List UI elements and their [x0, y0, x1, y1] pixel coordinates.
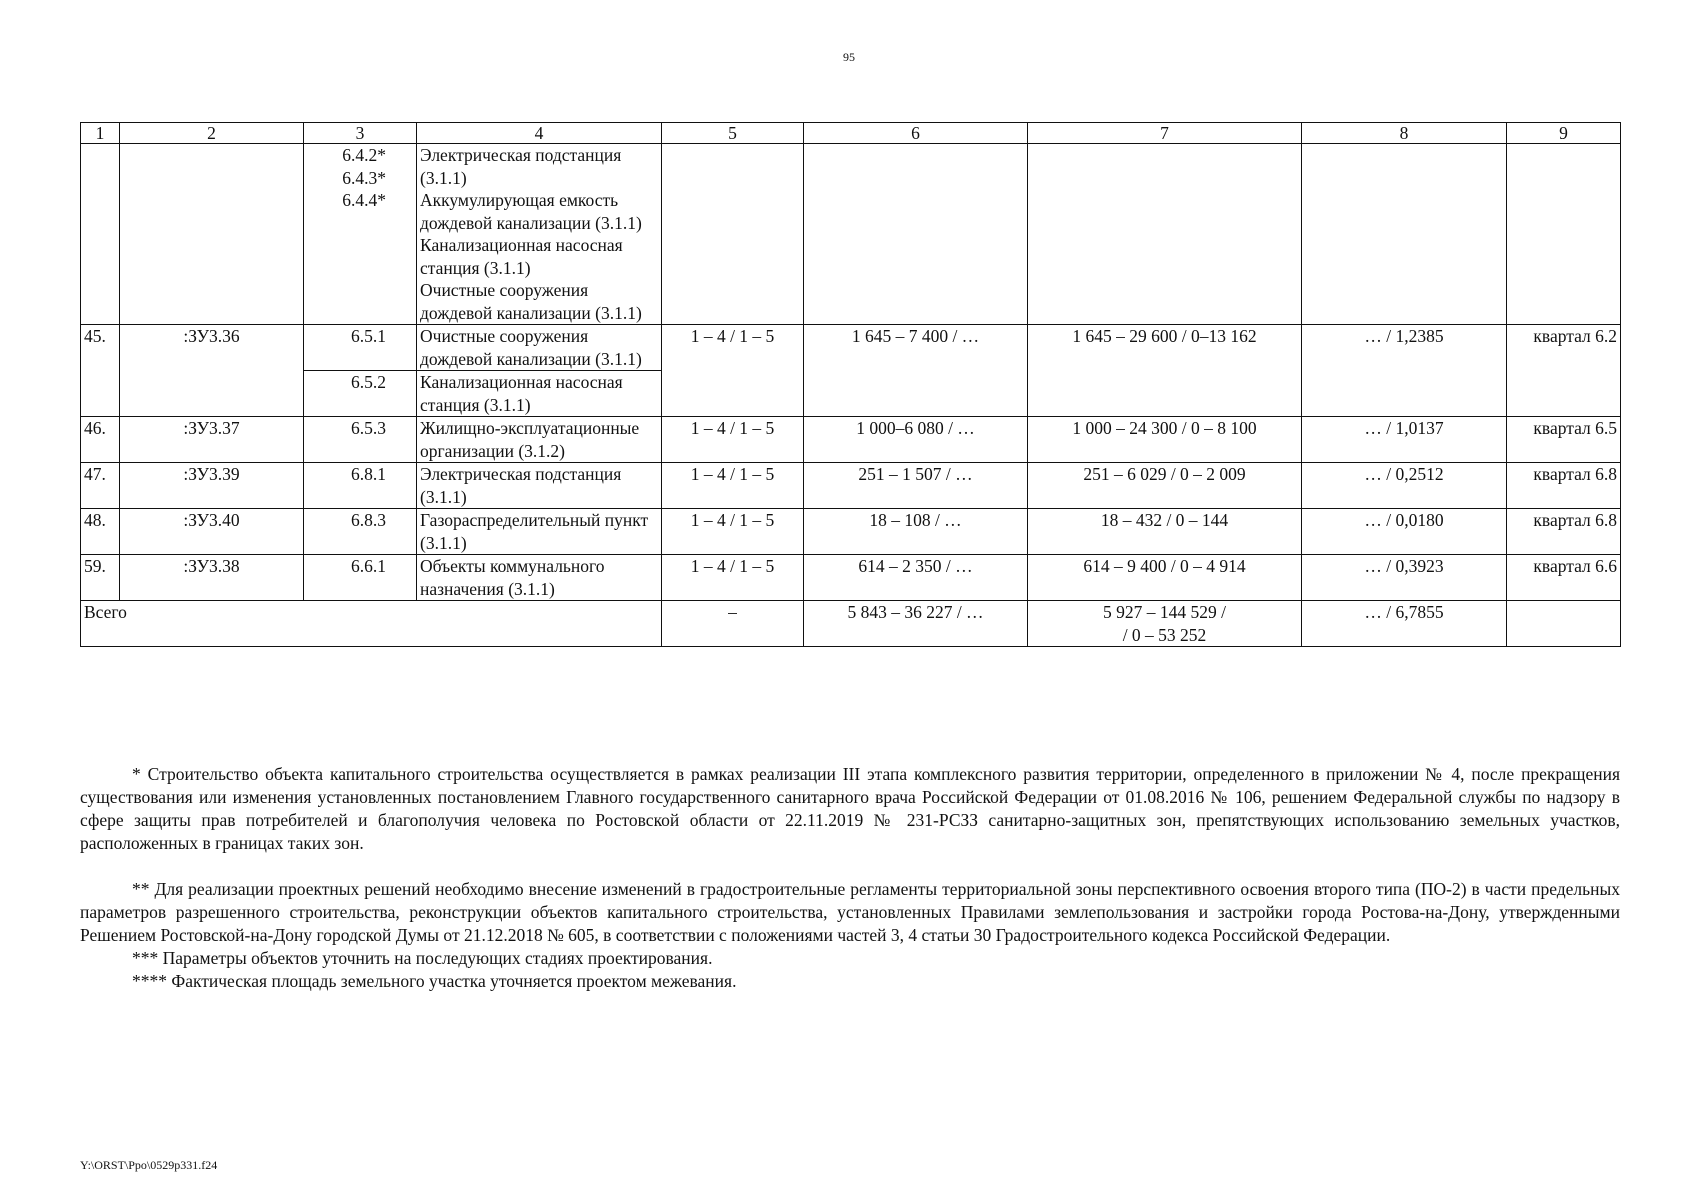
total-label: Всего	[81, 601, 662, 647]
table-row	[81, 417, 1621, 463]
header-cell: 2	[120, 123, 304, 144]
object-names: Электрическая подстанция (3.1.1) Аккумулирующая емкость дождевой канализации (3.1.1) Канализационная насосная станция (3.1.1) Очистные сооружения дождевой канализации (3.1.1)	[417, 144, 662, 325]
footnote-3: *** Параметры объектов уточнить на последующих стадиях проектирования.	[132, 948, 713, 968]
table-row-continuation	[81, 144, 1621, 325]
row-number: 48.	[81, 509, 120, 555]
location: квартал 6.2	[1507, 325, 1621, 417]
row-number: 46.	[81, 417, 120, 463]
area-col7: 1 645 – 29 600 / 0–13 162	[1028, 325, 1302, 417]
row-number: 59.	[81, 555, 120, 601]
area-col7: 251 – 6 029 / 0 – 2 009	[1028, 463, 1302, 509]
floors: 1 – 4 / 1 – 5	[662, 463, 804, 509]
plot-id: :ЗУ3.36	[120, 325, 304, 417]
table-row	[81, 509, 1621, 555]
table-header-row	[81, 123, 1621, 144]
use-code: 6.8.3	[304, 509, 417, 555]
object-name: Газораспределительный пункт (3.1.1)	[417, 509, 662, 555]
table-row	[81, 325, 1621, 371]
footnote-2: ** Для реализации проектных решений необходимо внесение изменений в градостроительные регламенты территориальной зоны перспективного освоения второго типа (ПО-2) в части предельных параметров разрешенного строительства, реконструкции объектов капитального строительства, установленных Правилами землепользования и застройки города Ростова-на-Дону, утвержденными Решением Ростовской-на-Дону городской Думы от 21.12.2018 № 605, в соответствии с положениями частей 3, 4 статьи 30 Градостроительного кодекса Российской Федерации.	[80, 879, 1620, 945]
object-name: Жилищно-эксплуатационные организации (3.1.2)	[417, 417, 662, 463]
use-code: 6.6.1	[304, 555, 417, 601]
land-area: … / 0,2512	[1302, 463, 1507, 509]
area-col7: 18 – 432 / 0 – 144	[1028, 509, 1302, 555]
land-area: … / 1,2385	[1302, 325, 1507, 417]
header-cell: 9	[1507, 123, 1621, 144]
floors: 1 – 4 / 1 – 5	[662, 555, 804, 601]
land-area: … / 1,0137	[1302, 417, 1507, 463]
total-floors: –	[662, 601, 804, 647]
floors: 1 – 4 / 1 – 5	[662, 509, 804, 555]
file-path: Y:\ORST\Ppo\0529p331.f24	[80, 1158, 218, 1172]
total-land-area: … / 6,7855	[1302, 601, 1507, 647]
use-code: 6.8.1	[304, 463, 417, 509]
row-number: 45.	[81, 325, 120, 417]
location: квартал 6.8	[1507, 463, 1621, 509]
use-code: 6.5.2	[304, 371, 417, 417]
land-area: … / 0,0180	[1302, 509, 1507, 555]
use-codes: 6.4.2* 6.4.3* 6.4.4*	[304, 144, 417, 325]
area-col6: 1 645 – 7 400 / …	[804, 325, 1028, 417]
floors: 1 – 4 / 1 – 5	[662, 325, 804, 417]
location: квартал 6.6	[1507, 555, 1621, 601]
area-col6: 614 – 2 350 / …	[804, 555, 1028, 601]
header-cell: 3	[304, 123, 417, 144]
footnote-1: * Строительство объекта капитального строительства осуществляется в рамках реализации III этапа комплексного развития территории, определенного в приложении № 4, после прекращения существования или изменения установленных постановлением Главного государственного санитарного врача Российской Федерации от 01.08.2016 № 106, решением Федеральной службы по надзору в сфере защиты прав потребителей и благополучия человека по Ростовской области от 22.11.2019 № 231-РСЗЗ санитарно-защитных зон, препятствующих использованию земельных участков, расположенных в границах таких зон.	[80, 764, 1620, 853]
plot-id: :ЗУ3.38	[120, 555, 304, 601]
object-name: Очистные сооружения дождевой канализации (3.1.1)	[417, 325, 662, 371]
object-name: Электрическая подстанция (3.1.1)	[417, 463, 662, 509]
plot-id: :ЗУ3.37	[120, 417, 304, 463]
table-row	[81, 555, 1621, 601]
area-col7: 614 – 9 400 / 0 – 4 914	[1028, 555, 1302, 601]
location: квартал 6.5	[1507, 417, 1621, 463]
area-col6: 1 000–6 080 / …	[804, 417, 1028, 463]
area-col6: 251 – 1 507 / …	[804, 463, 1028, 509]
object-name: Объекты коммунального назначения (3.1.1)	[417, 555, 662, 601]
table-total-row	[81, 601, 1621, 647]
page-number: 95	[843, 50, 855, 64]
total-area-col6: 5 843 – 36 227 / …	[804, 601, 1028, 647]
total-area-col7: 5 927 – 144 529 / / 0 – 53 252	[1028, 601, 1302, 647]
header-cell: 6	[804, 123, 1028, 144]
header-cell: 4	[417, 123, 662, 144]
plot-id: :ЗУ3.39	[120, 463, 304, 509]
parcels-table	[80, 122, 1621, 647]
land-area: … / 0,3923	[1302, 555, 1507, 601]
floors: 1 – 4 / 1 – 5	[662, 417, 804, 463]
header-cell: 7	[1028, 123, 1302, 144]
use-code: 6.5.3	[304, 417, 417, 463]
area-col6: 18 – 108 / …	[804, 509, 1028, 555]
total-location	[1507, 601, 1621, 647]
footnotes	[80, 763, 1620, 993]
area-col7: 1 000 – 24 300 / 0 – 8 100	[1028, 417, 1302, 463]
object-name: Канализационная насосная станция (3.1.1)	[417, 371, 662, 417]
header-cell: 1	[81, 123, 120, 144]
plot-id: :ЗУ3.40	[120, 509, 304, 555]
footnote-4: **** Фактическая площадь земельного участка уточняется проектом межевания.	[132, 971, 737, 991]
location: квартал 6.8	[1507, 509, 1621, 555]
row-number: 47.	[81, 463, 120, 509]
use-code: 6.5.1	[304, 325, 417, 371]
header-cell: 5	[662, 123, 804, 144]
table-row	[81, 463, 1621, 509]
header-cell: 8	[1302, 123, 1507, 144]
